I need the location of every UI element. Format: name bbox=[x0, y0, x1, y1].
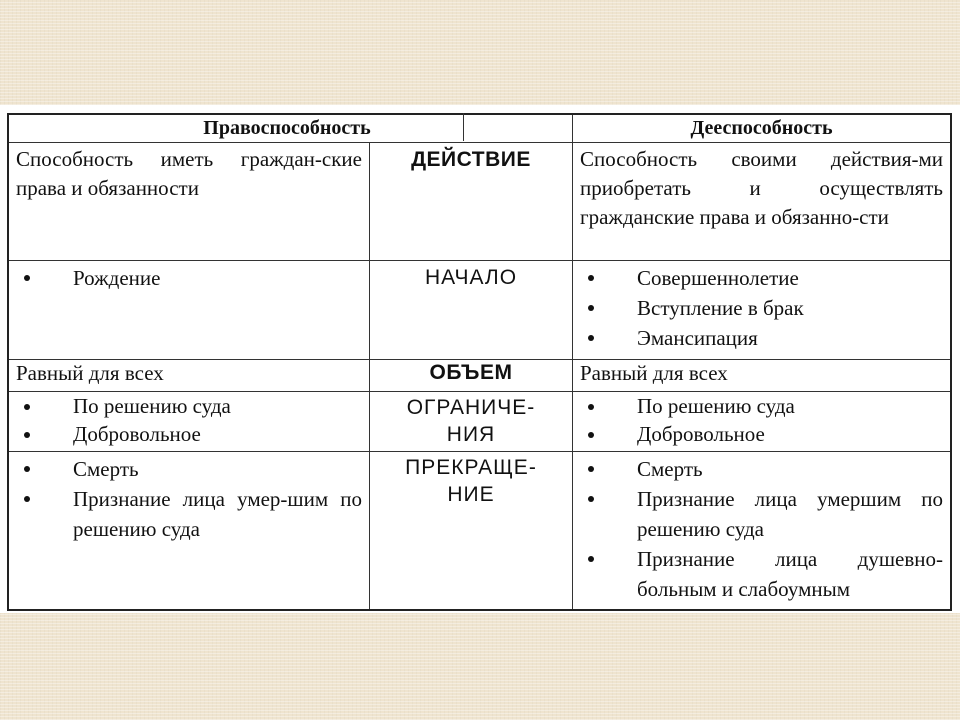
bullet-list bbox=[580, 392, 943, 448]
bullet-icon bbox=[588, 335, 594, 341]
list-item: Смерть bbox=[580, 454, 943, 484]
bullet-icon bbox=[588, 404, 594, 410]
bullet-icon bbox=[588, 466, 594, 472]
list-item: Рождение bbox=[16, 263, 362, 293]
bullet-icon bbox=[588, 275, 594, 281]
row-limits-category: ОГРАНИЧЕ-НИЯ bbox=[370, 392, 573, 452]
bullet-icon bbox=[24, 496, 30, 502]
row-start-category: НАЧАЛО bbox=[370, 261, 573, 360]
bullet-icon bbox=[24, 275, 30, 281]
row-scope-right: Равный для всех bbox=[573, 360, 950, 392]
row-start-left bbox=[9, 261, 370, 360]
list-item: Эмансипация bbox=[580, 323, 943, 353]
bullet-icon bbox=[588, 432, 594, 438]
bullet-list bbox=[16, 392, 362, 448]
row-start-right bbox=[573, 261, 950, 360]
list-item: Вступление в брак bbox=[580, 293, 943, 323]
row-limits-left bbox=[9, 392, 370, 452]
list-item: Добровольное bbox=[16, 420, 362, 448]
row-limits-right bbox=[573, 392, 950, 452]
slide-frame bbox=[0, 105, 960, 613]
row-action-left: Способность иметь граждан-ские права и обязанности bbox=[9, 143, 370, 261]
row-scope-category: ОБЪЕМ bbox=[370, 360, 573, 392]
list-item: Признание лица умершим по решению суда bbox=[580, 484, 943, 544]
list-item: Добровольное bbox=[580, 420, 943, 448]
bullet-list bbox=[16, 263, 362, 293]
bullet-icon bbox=[588, 305, 594, 311]
list-item: Совершеннолетие bbox=[580, 263, 943, 293]
list-item: Признание лица душевно-больным и слабоумным bbox=[580, 544, 943, 604]
bullet-list bbox=[580, 454, 943, 604]
bullet-list bbox=[16, 454, 362, 544]
bullet-icon bbox=[24, 404, 30, 410]
bullet-list bbox=[580, 263, 943, 353]
list-item: Признание лица умер-шим по решению суда bbox=[16, 484, 362, 544]
row-end-left bbox=[9, 452, 370, 609]
list-item: Смерть bbox=[16, 454, 362, 484]
list-item: По решению суда bbox=[16, 392, 362, 420]
bullet-icon bbox=[588, 556, 594, 562]
row-end-category: ПРЕКРАЩЕ-НИЕ bbox=[370, 452, 573, 609]
list-item: По решению суда bbox=[580, 392, 943, 420]
header-legal-competence: Дееспособность bbox=[573, 115, 950, 143]
header-legal-capacity: Правоспособность bbox=[9, 115, 573, 143]
comparison-table bbox=[7, 113, 952, 611]
row-action-right: Способность своими действия-ми приобретать и осуществлять гражданские права и обязанно-сти bbox=[573, 143, 950, 261]
bullet-icon bbox=[24, 432, 30, 438]
bullet-icon bbox=[588, 496, 594, 502]
row-end-right bbox=[573, 452, 950, 609]
header-divider bbox=[463, 113, 464, 141]
bullet-icon bbox=[24, 466, 30, 472]
row-action-category: ДЕЙСТВИЕ bbox=[370, 143, 573, 261]
row-scope-left: Равный для всех bbox=[9, 360, 370, 392]
